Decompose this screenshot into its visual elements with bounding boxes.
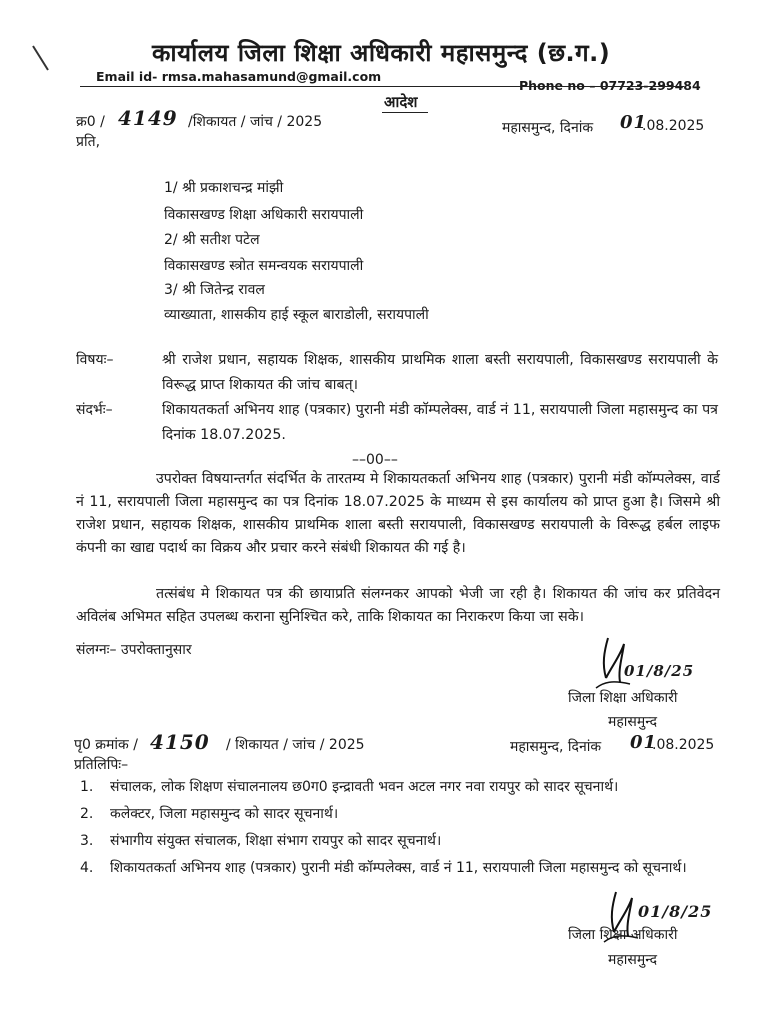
endorsement-ref-suffix: / शिकायत / जांच / 2025 (226, 737, 365, 753)
recipient-3-name: 3/ श्री जितेन्द्र रावल (164, 282, 265, 298)
to-label: प्रति, (76, 134, 101, 150)
recipient-1-name: 1/ श्री प्रकाशचन्द्र मांझी (164, 180, 284, 196)
list-item: 4. शिकायतकर्ता अभिनय शाह (पत्रकार) पुरानी मंडी कॉम्पलेक्स, वार्ड नं 11, सरायपाली जिला महासमुन्द को सूचनार्थ। (80, 860, 687, 876)
order-ref-prefix: क्र0 / (76, 114, 105, 130)
endorsement-date-rest: .08.2025 (652, 737, 715, 753)
body-paragraph-2: तत्संबंध मे शिकायत पत्र की छायाप्रति संलग्नकर आपको भेजी जा रही है। शिकायत की जांच कर प्रतिवेदन अविलंब अभिमत सहित उपलब्ध कराना सुनिश्चित करे, ताकि शिकायत का निराकरण किया जा सके। (76, 586, 720, 625)
enclosure: संलग्नः– उपरोक्तानुसार (76, 642, 192, 658)
endorsement-date-day: 01 (630, 732, 658, 753)
body-paragraph-1: उपरोक्त विषयान्तर्गत संदर्भित के तारतम्य मे शिकायतकर्ता अभिनय शाह (पत्रकार) पुरानी मंडी कॉम्पलेक्स, वार्ड नं 11, सरायपाली जिला महासमुन्द का पत्र दिनांक 18.07.2025 के माध्यम से इस कार्यालय को प्राप्त हुआ है। जिसमे श्री राजेश प्रधान, सहायक शिक्षक, शासकीय प्राथमिक शाला बस्ती सरायपाली, विकासखण्ड सरायपाली के विरूद्ध हर्बल लाइफ कंपनी का खाद्य पदार्थ का विक्रय और प्रचार करने संबंधी शिकायत की गई है। (76, 471, 720, 556)
scan-mark (30, 44, 52, 74)
signatory-2-line2: महासमुन्द (608, 952, 658, 968)
signature-date-2: 01/8/25 (638, 902, 713, 921)
recipient-2-name: 2/ श्री सतीश पटेल (164, 232, 260, 248)
copy-label: प्रतिलिपिः– (74, 757, 129, 773)
order-date-day: 01 (620, 112, 648, 133)
endorsement-ref-prefix: पृ0 क्रमांक / (74, 737, 138, 753)
subject-text: श्री राजेश प्रधान, सहायक शिक्षक, शासकीय प्राथमिक शाला बस्ती सरायपाली, विकासखण्ड सरायपाली के विरूद्ध प्राप्त शिकायत की जांच बाबत्। (162, 352, 718, 393)
signatory-1-line2: महासमुन्द (608, 714, 658, 730)
endorsement-ref-number: 4150 (150, 730, 210, 754)
order-ref-number: 4149 (118, 106, 178, 130)
office-title: कार्यालय जिला शिक्षा अधिकारी महासमुन्द (छ.ग.) (152, 39, 611, 67)
endorsement-place-date-prefix: महासमुन्द, दिनांक (510, 739, 602, 755)
signatory-2-line1: जिला शिक्षा अधिकारी (568, 927, 678, 943)
header-phone: Phone no – 07723-299484 (519, 78, 701, 93)
recipient-3-desig: व्याख्याता, शासकीय हाई स्कूल बाराडोली, सरायपाली (164, 307, 429, 323)
order-heading: आदेश (384, 93, 418, 111)
reference-text: शिकायतकर्ता अभिनय शाह (पत्रकार) पुरानी मंडी कॉम्पलेक्स, वार्ड नं 11, सरायपाली जिला महासमुन्द का पत्र दिनांक 18.07.2025. (162, 402, 718, 443)
reference-label: संदर्भः– (76, 402, 113, 418)
divider: ––00–– (352, 452, 398, 468)
subject-label: विषयः– (76, 352, 114, 368)
heading-underline (382, 112, 428, 113)
list-item: 2. कलेक्टर, जिला महासमुन्द को सादर सूचनार्थ। (80, 806, 339, 822)
recipient-2-desig: विकासखण्ड स्त्रोत समन्वयक सरायपाली (164, 258, 364, 274)
signature-date-1: 01/8/25 (624, 662, 695, 680)
recipient-1-desig: विकासखण्ड शिक्षा अधिकारी सरायपाली (164, 207, 364, 223)
header-rule (80, 86, 684, 87)
order-ref-suffix: /शिकायत / जांच / 2025 (188, 114, 323, 130)
signature-scribble-2 (600, 886, 670, 956)
order-place-date-prefix: महासमुन्द, दिनांक (502, 120, 594, 136)
copy-list (80, 777, 720, 885)
list-item: 3. संभागीय संयुक्त संचालक, शिक्षा संभाग रायपुर को सादर सूचनार्थ। (80, 833, 442, 849)
header-email: Email id- rmsa.mahasamund@gmail.com (96, 69, 382, 84)
list-item: 1. संचालक, लोक शिक्षण संचालनालय छ0ग0 इन्द्रावती भवन अटल नगर नवा रायपुर को सादर सूचनार्थ। (80, 779, 619, 795)
signatory-1-line1: जिला शिक्षा अधिकारी (568, 690, 678, 706)
order-date-rest: .08.2025 (642, 118, 705, 134)
